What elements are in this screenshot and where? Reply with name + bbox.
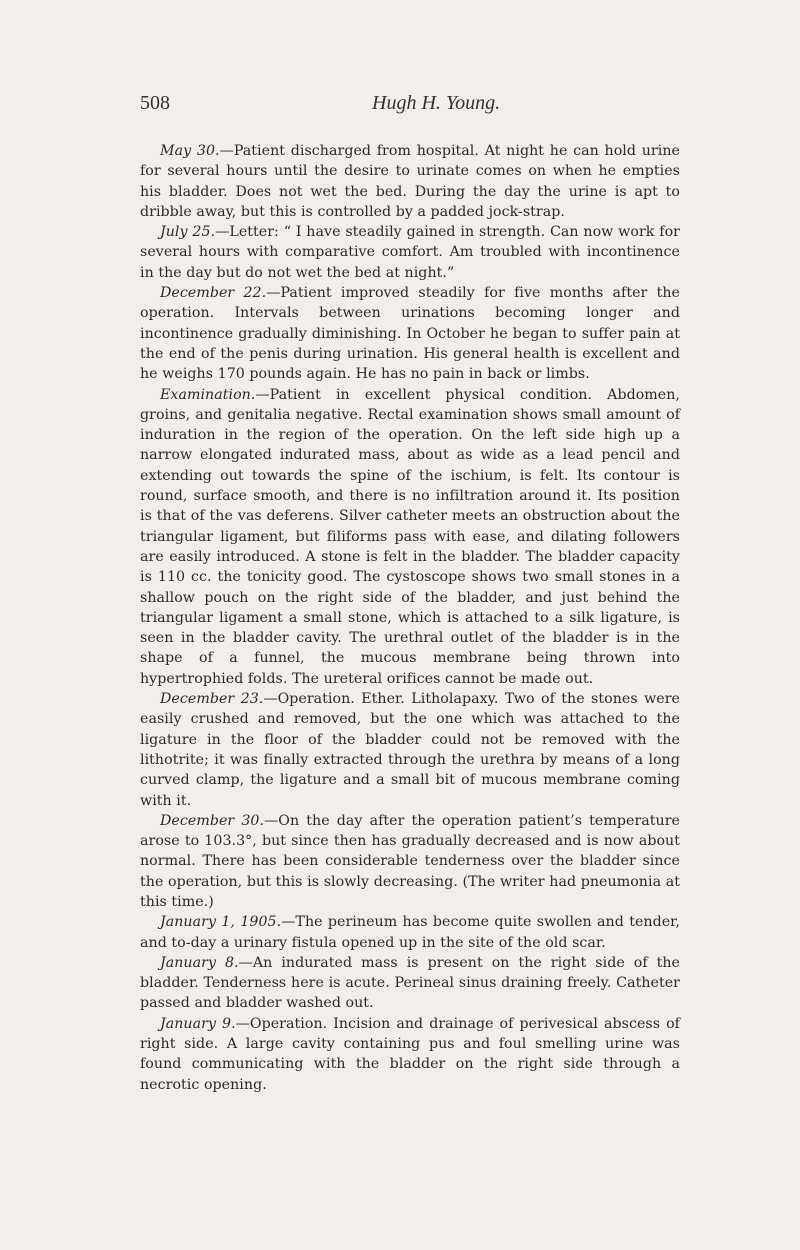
case-entry-december-30 <box>140 811 680 912</box>
case-notes <box>140 141 680 1095</box>
case-entry-december-23 <box>140 689 680 811</box>
entry-date: January 9. <box>160 1015 236 1032</box>
entry-text: —The perineum has become quite swollen and tender, and to-day a urinary fistula opened up in the site of the old scar. <box>140 914 680 951</box>
entry-date: May 30. <box>160 143 220 159</box>
entry-text: —Patient discharged from hospital. At night he can hold urine for several hours until the desire to urinate comes on when he empties his bladder. Does not wet the bed. During the day the urine is apt to dribble away, but this is controlled by a padded jock-strap. <box>140 143 680 220</box>
page-number: 508 <box>140 92 170 114</box>
entry-date: July 25. <box>160 224 216 241</box>
entry-date: January 8. <box>160 954 239 971</box>
entry-text: —Operation. Ether. Litholapaxy. Two of the stones were easily crushed and removed, but the one which was attached to the ligature in the floor of the bladder could not be removed with the lithotrite; it was finally extracted through the urethra by means of a long curved clamp, the ligature and a small bit of mucous membrane coming with it. <box>140 691 680 809</box>
entry-text: —Operation. Incision and drainage of perivesical abscess of right side. A large cavity containing pus and foul smelling urine was found communicating with the bladder on the right side through a necrotic opening. <box>140 1015 680 1093</box>
case-entry-december-22 <box>140 283 680 384</box>
entry-date: December 23. <box>160 691 264 708</box>
entry-text: —Letter: “ I have steadily gained in strength. Can now work for several hours with comparative comfort. Am troubled with incontinence in the day but do not wet the bed at night.” <box>140 224 680 281</box>
case-entry-january-9 <box>140 1014 680 1095</box>
running-head-title: Hugh H. Young. <box>372 92 501 114</box>
case-entry-january-1 <box>140 912 680 953</box>
entry-date: Examination. <box>160 386 256 403</box>
entry-date: December 30. <box>160 812 265 829</box>
case-entry-examination <box>140 385 680 689</box>
entry-text: —An indurated mass is present on the right side of the bladder. Tenderness here is acute. Perineal sinus draining freely. Catheter passed and bladder washed out. <box>140 954 680 1012</box>
entry-text: —Patient in excellent physical condition. Abdomen, groins, and genitalia negative. Rectal examination shows small amount of induration in the region of the operation. On the left side high up a narrow elongated indurated mass, about as wide as a lead pencil and extending out towards the spine of the ischium, is felt. Its contour is round, surface smooth, and there is no infiltration around it. Its position is that of the vas deferens. Silver catheter meets an obstruction about the triangular ligament, but filiforms pass with ease, and dilating followers are easily introduced. A stone is felt in the bladder. The bladder capacity is 110 cc. the tonicity good. The cystoscope shows two small stones in a shallow pouch on the right side of the bladder, and just behind the triangular ligament a small stone, which is attached to a silk ligature, is seen in the bladder cavity. The urethral outlet of the bladder is in the shape of a funnel, the mucous membrane being thrown into hypertrophied folds. The ureteral orifices cannot be made out. <box>140 386 680 687</box>
entry-date: January 1, 1905. <box>160 914 282 931</box>
entry-date: December 22. <box>160 285 267 302</box>
entry-text: —Patient improved steadily for five months after the operation. Intervals between urinations becoming longer and incontinence gradually diminishing. In October he began to suffer pain at the end of the penis during urination. His general health is excellent and he weighs 170 pounds again. He has no pain in back or limbs. <box>140 285 681 383</box>
case-entry-january-8 <box>140 953 680 1014</box>
entry-text: —On the day after the operation patient’s temperature arose to 103.3°, but since then has gradually decreased and is now about normal. There has been considerable tenderness over the bladder since the operation, but this is slowly decreasing. (The writer had pneumonia at this time.) <box>140 812 681 910</box>
case-entry-may-30 <box>140 141 680 222</box>
running-head <box>140 92 680 122</box>
case-entry-july-25 <box>140 222 680 283</box>
